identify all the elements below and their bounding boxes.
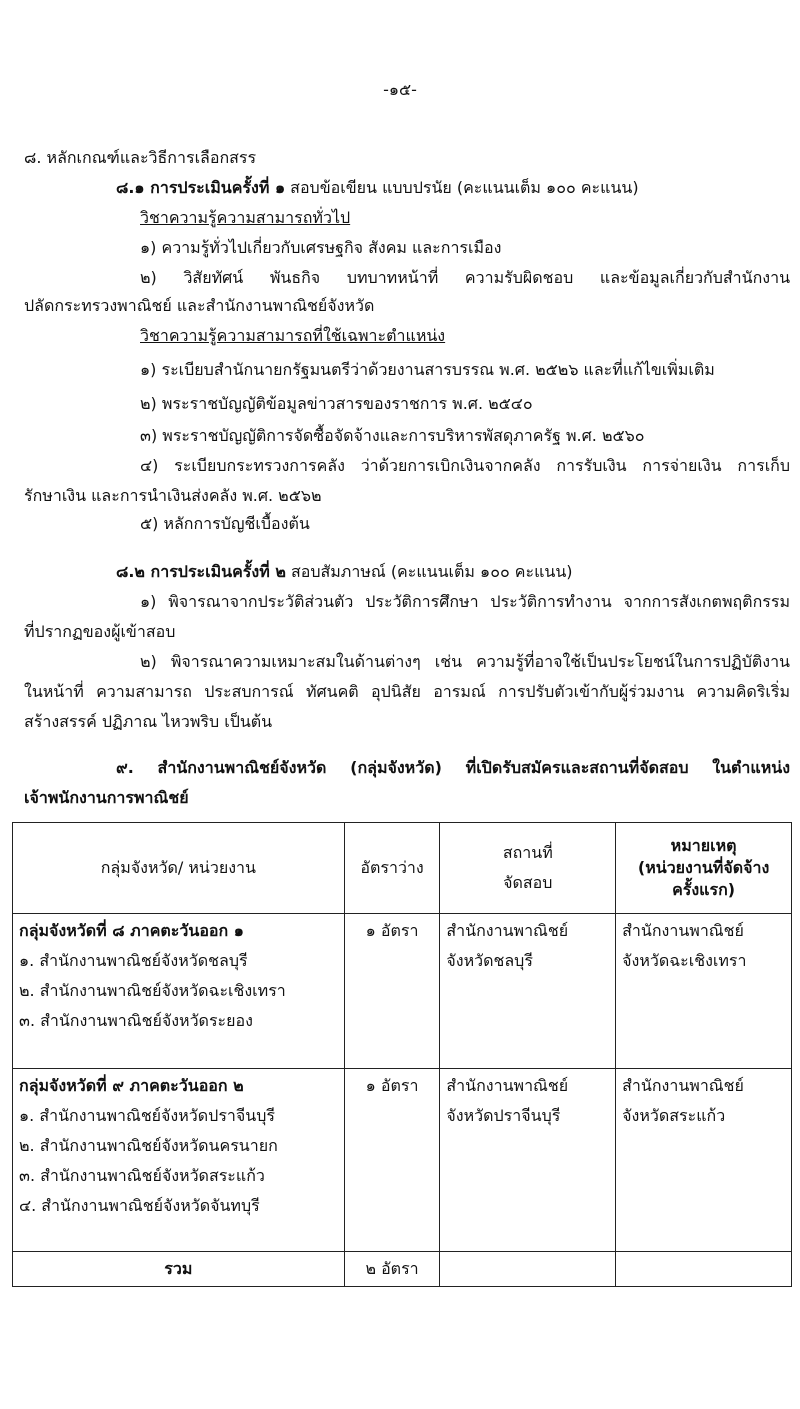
row-1-unit-3: ๓. สำนักงานพาณิชย์จังหวัดระยอง xyxy=(19,1011,253,1030)
table-row xyxy=(13,1069,792,1252)
row-1-note xyxy=(616,914,792,1069)
section-8-2-title-bold: ๘.๒ การประเมินครั้งที่ ๒ xyxy=(116,562,286,581)
table-total-row xyxy=(13,1252,792,1287)
table-header-row xyxy=(13,823,792,914)
row-1-vacancy: ๑ อัตรา xyxy=(344,914,440,1069)
general-item-2-line-2: ปลัดกระทรวงพาณิชย์ และสำนักงานพาณิชย์จังหวัด xyxy=(24,296,375,315)
row-2-unit-4: ๔. สำนักงานพาณิชย์จังหวัดจันทบุรี xyxy=(19,1196,260,1215)
row-2-note xyxy=(616,1069,792,1252)
page-number: -๑๕- xyxy=(383,80,417,99)
section-8-heading: ๘. หลักเกณฑ์และวิธีการเลือกสรร xyxy=(24,148,257,167)
section-8-1-title xyxy=(116,176,639,200)
section-8-1-title-bold: ๘.๑ การประเมินครั้งที่ ๑ xyxy=(116,178,286,197)
row-2-venue xyxy=(440,1069,616,1252)
header-venue-line-2: จัดสอบ xyxy=(503,873,553,892)
specific-item-4-line-2: รักษาเงิน และการนำเงินส่งคลัง พ.ศ. ๒๕๖๒ xyxy=(24,486,322,505)
specific-knowledge-heading: วิชาความรู้ความสามารถที่ใช้เฉพาะตำแหน่ง xyxy=(140,326,446,345)
row-1-group-title: กลุ่มจังหวัดที่ ๘ ภาคตะวันออก ๑ xyxy=(19,921,244,940)
header-vacancy: อัตราว่าง xyxy=(344,823,440,914)
row-2-group xyxy=(13,1069,345,1252)
header-note-line-3: ครั้งแรก) xyxy=(672,880,736,899)
row-2-unit-3: ๓. สำนักงานพาณิชย์จังหวัดสระแก้ว xyxy=(19,1166,265,1185)
specific-item-3: ๓) พระราชบัญญัติการจัดซื้อจัดจ้างและการบริหารพัสดุภาครัฐ พ.ศ. ๒๕๖๐ xyxy=(140,426,645,445)
specific-item-2: ๒) พระราชบัญญัติข้อมูลข่าวสารของราชการ พ.ศ. ๒๕๔๐ xyxy=(140,394,533,413)
section-8-2-title xyxy=(116,560,573,584)
row-2-group-title: กลุ่มจังหวัดที่ ๙ ภาคตะวันออก ๒ xyxy=(19,1076,244,1095)
interview-item-2-line-2: ในหน้าที่ ความสามารถ ประสบการณ์ ทัศนคติ อุปนิสัย อารมณ์ การปรับตัวเข้ากับผู้ร่วมงาน ความคิดริเริ่ม xyxy=(24,682,790,701)
row-2-vacancy: ๑ อัตรา xyxy=(344,1069,440,1252)
interview-item-2-line-3: สร้างสรรค์ ปฏิภาณ ไหวพริบ เป็นต้น xyxy=(24,712,273,731)
section-8-2-title-rest: สอบสัมภาษณ์ (คะแนนเต็ม ๑๐๐ คะแนน) xyxy=(285,562,573,581)
interview-item-2-line-1: ๒) พิจารณาความเหมาะสมในด้านต่างๆ เช่น ความรู้ที่อาจใช้เป็นประโยชน์ในการปฏิบัติงาน xyxy=(140,652,790,671)
vacancy-table xyxy=(12,822,792,1287)
row-2-unit-1: ๑. สำนักงานพาณิชย์จังหวัดปราจีนบุรี xyxy=(19,1106,275,1125)
header-note-line-1: หมายเหตุ xyxy=(670,836,737,855)
specific-item-5: ๕) หลักการบัญชีเบื้องต้น xyxy=(140,514,310,533)
row-1-note-line-1: สำนักงานพาณิชย์ xyxy=(622,921,744,940)
general-knowledge-heading: วิชาความรู้ความสามารถทั่วไป xyxy=(140,208,351,227)
row-1-venue xyxy=(440,914,616,1069)
row-2-unit-2: ๒. สำนักงานพาณิชย์จังหวัดนครนายก xyxy=(19,1136,278,1155)
header-note xyxy=(616,823,792,914)
table-row xyxy=(13,914,792,1069)
row-1-unit-1: ๑. สำนักงานพาณิชย์จังหวัดชลบุรี xyxy=(19,951,248,970)
row-2-venue-line-1: สำนักงานพาณิชย์ xyxy=(446,1076,569,1095)
section-9-line-1: ๙. สำนักงานพาณิชย์จังหวัด (กลุ่มจังหวัด) ที่เปิดรับสมัครและสถานที่จัดสอบ ในตำแหน่ง xyxy=(116,758,790,777)
general-item-2-line-1: ๒) วิสัยทัศน์ พันธกิจ บทบาทหน้าที่ ความรับผิดชอบ และข้อมูลเกี่ยวกับสำนักงาน xyxy=(140,268,790,287)
header-group: กลุ่มจังหวัด/ หน่วยงาน xyxy=(13,823,345,914)
row-1-note-line-2: จังหวัดฉะเชิงเทรา xyxy=(622,951,747,970)
total-value: ๒ อัตรา xyxy=(344,1252,440,1287)
section-9-line-2: เจ้าพนักงานการพาณิชย์ xyxy=(24,788,189,807)
row-1-venue-line-2: จังหวัดชลบุรี xyxy=(446,951,533,970)
general-item-1: ๑) ความรู้ทั่วไปเกี่ยวกับเศรษฐกิจ สังคม และการเมือง xyxy=(140,238,502,257)
specific-item-1: ๑) ระเบียบสำนักนายกรัฐมนตรีว่าด้วยงานสารบรรณ พ.ศ. ๒๕๒๖ และที่แก้ไขเพิ่มเติม xyxy=(140,360,715,379)
interview-item-1-line-1: ๑) พิจารณาจากประวัติส่วนตัว ประวัติการศึกษา ประวัติการทำงาน จากการสังเกตพฤติกรรม xyxy=(140,592,790,611)
row-2-note-line-2: จังหวัดสระแก้ว xyxy=(622,1106,726,1125)
specific-item-4-line-1: ๔) ระเบียบกระทรวงการคลัง ว่าด้วยการเบิกเงินจากคลัง การรับเงิน การจ่ายเงิน การเก็บ xyxy=(140,456,790,475)
total-note-empty xyxy=(616,1252,792,1287)
total-label: รวม xyxy=(13,1252,345,1287)
total-venue-empty xyxy=(440,1252,616,1287)
row-2-venue-line-2: จังหวัดปราจีนบุรี xyxy=(446,1106,561,1125)
row-1-venue-line-1: สำนักงานพาณิชย์ xyxy=(446,921,569,940)
interview-item-1-line-2: ที่ปรากฏของผู้เข้าสอบ xyxy=(24,622,176,641)
header-note-line-2: (หน่วยงานที่จัดจ้าง xyxy=(637,858,770,877)
header-venue xyxy=(440,823,616,914)
section-8-1-title-rest: สอบข้อเขียน แบบปรนัย (คะแนนเต็ม ๑๐๐ คะแนน) xyxy=(285,178,639,197)
row-1-group xyxy=(13,914,345,1069)
header-venue-line-1: สถานที่ xyxy=(502,843,553,862)
row-2-note-line-1: สำนักงานพาณิชย์ xyxy=(622,1076,744,1095)
row-1-unit-2: ๒. สำนักงานพาณิชย์จังหวัดฉะเชิงเทรา xyxy=(19,981,286,1000)
